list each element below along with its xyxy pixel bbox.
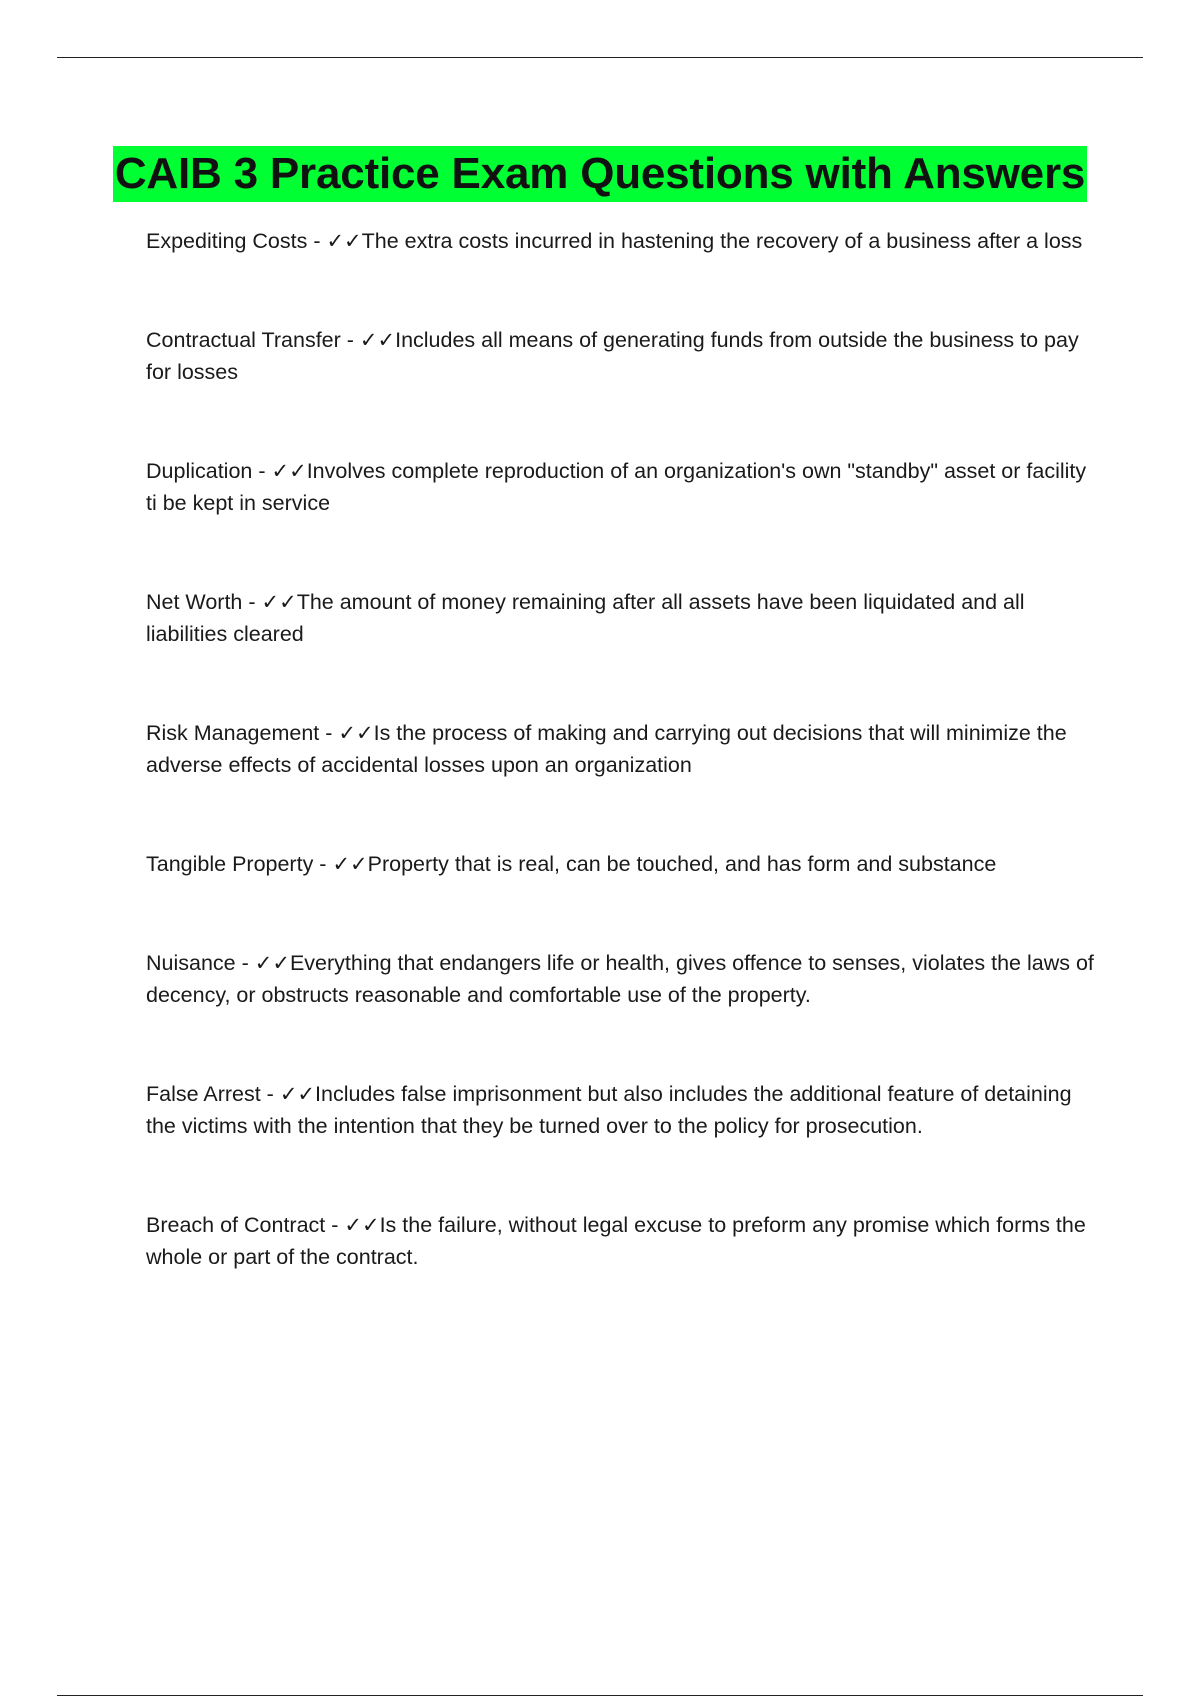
qa-entry	[146, 947, 1096, 1011]
qa-entry	[146, 324, 1096, 388]
entry-definition: The amount of money remaining after all assets have been liquidated and all liabilities cleared	[146, 590, 1025, 646]
qa-list	[146, 225, 1096, 1340]
qa-entry	[146, 455, 1096, 519]
entry-term: Contractual Transfer	[146, 328, 341, 352]
check-icon: ✓✓	[338, 721, 374, 745]
entry-term: Breach of Contract	[146, 1213, 326, 1237]
header-rule	[57, 57, 1143, 58]
check-icon: ✓✓	[344, 1213, 380, 1237]
entry-term: Tangible Property	[146, 852, 314, 876]
check-icon: ✓✓	[279, 1082, 316, 1106]
entry-definition: Involves complete reproduction of an organization's own "standby" asset or facility ti be kept in service	[146, 459, 1087, 515]
check-icon: ✓✓	[271, 459, 307, 483]
qa-entry	[146, 586, 1096, 650]
entry-definition: Is the failure, without legal excuse to preform any promise which forms the whole or part of the contract.	[146, 1213, 1086, 1269]
entry-separator: -	[325, 1213, 345, 1237]
entry-separator: -	[340, 328, 360, 352]
page-title: CAIB 3 Practice Exam Questions with Answers	[113, 146, 1087, 202]
entry-separator: -	[319, 721, 339, 745]
entry-term: Duplication	[146, 459, 253, 483]
entry-separator: -	[242, 590, 262, 614]
qa-entry	[146, 1209, 1096, 1273]
entry-separator: -	[307, 229, 327, 253]
entry-definition: Includes all means of generating funds from outside the business to pay for losses	[146, 328, 1079, 384]
check-icon: ✓✓	[326, 229, 362, 253]
entry-term: Nuisance	[146, 951, 236, 975]
entry-separator: -	[313, 852, 333, 876]
entry-separator: -	[252, 459, 272, 483]
qa-entry	[146, 1078, 1096, 1142]
entry-term: Risk Management	[146, 721, 320, 745]
entry-definition: Property that is real, can be touched, and has form and substance	[367, 852, 997, 876]
entry-definition: The extra costs incurred in hastening the recovery of a business after a loss	[361, 229, 1083, 253]
entry-separator: -	[260, 1082, 280, 1106]
entry-term: Net Worth	[146, 590, 243, 614]
qa-entry	[146, 848, 1096, 880]
footer-rule	[57, 1695, 1143, 1696]
check-icon: ✓✓	[332, 852, 368, 876]
entry-separator: -	[235, 951, 255, 975]
entry-term: Expediting Costs	[146, 229, 308, 253]
qa-entry	[146, 225, 1096, 257]
entry-definition: Is the process of making and carrying out decisions that will minimize the adverse effects of accidental losses upon an organization	[146, 721, 1067, 777]
entry-term: False Arrest	[146, 1082, 261, 1106]
entry-definition: Includes false imprisonment but also includes the additional feature of detaining the victims with the intention that they be turned over to the policy for prosecution.	[146, 1082, 1072, 1138]
check-icon: ✓✓	[254, 951, 290, 975]
title-container	[0, 146, 1200, 202]
check-icon: ✓✓	[261, 590, 297, 614]
entry-definition: Everything that endangers life or health, gives offence to senses, violates the laws of decency, or obstructs reasonable and comfortable use of the property.	[146, 951, 1094, 1007]
check-icon: ✓✓	[359, 328, 396, 352]
qa-entry	[146, 717, 1096, 781]
